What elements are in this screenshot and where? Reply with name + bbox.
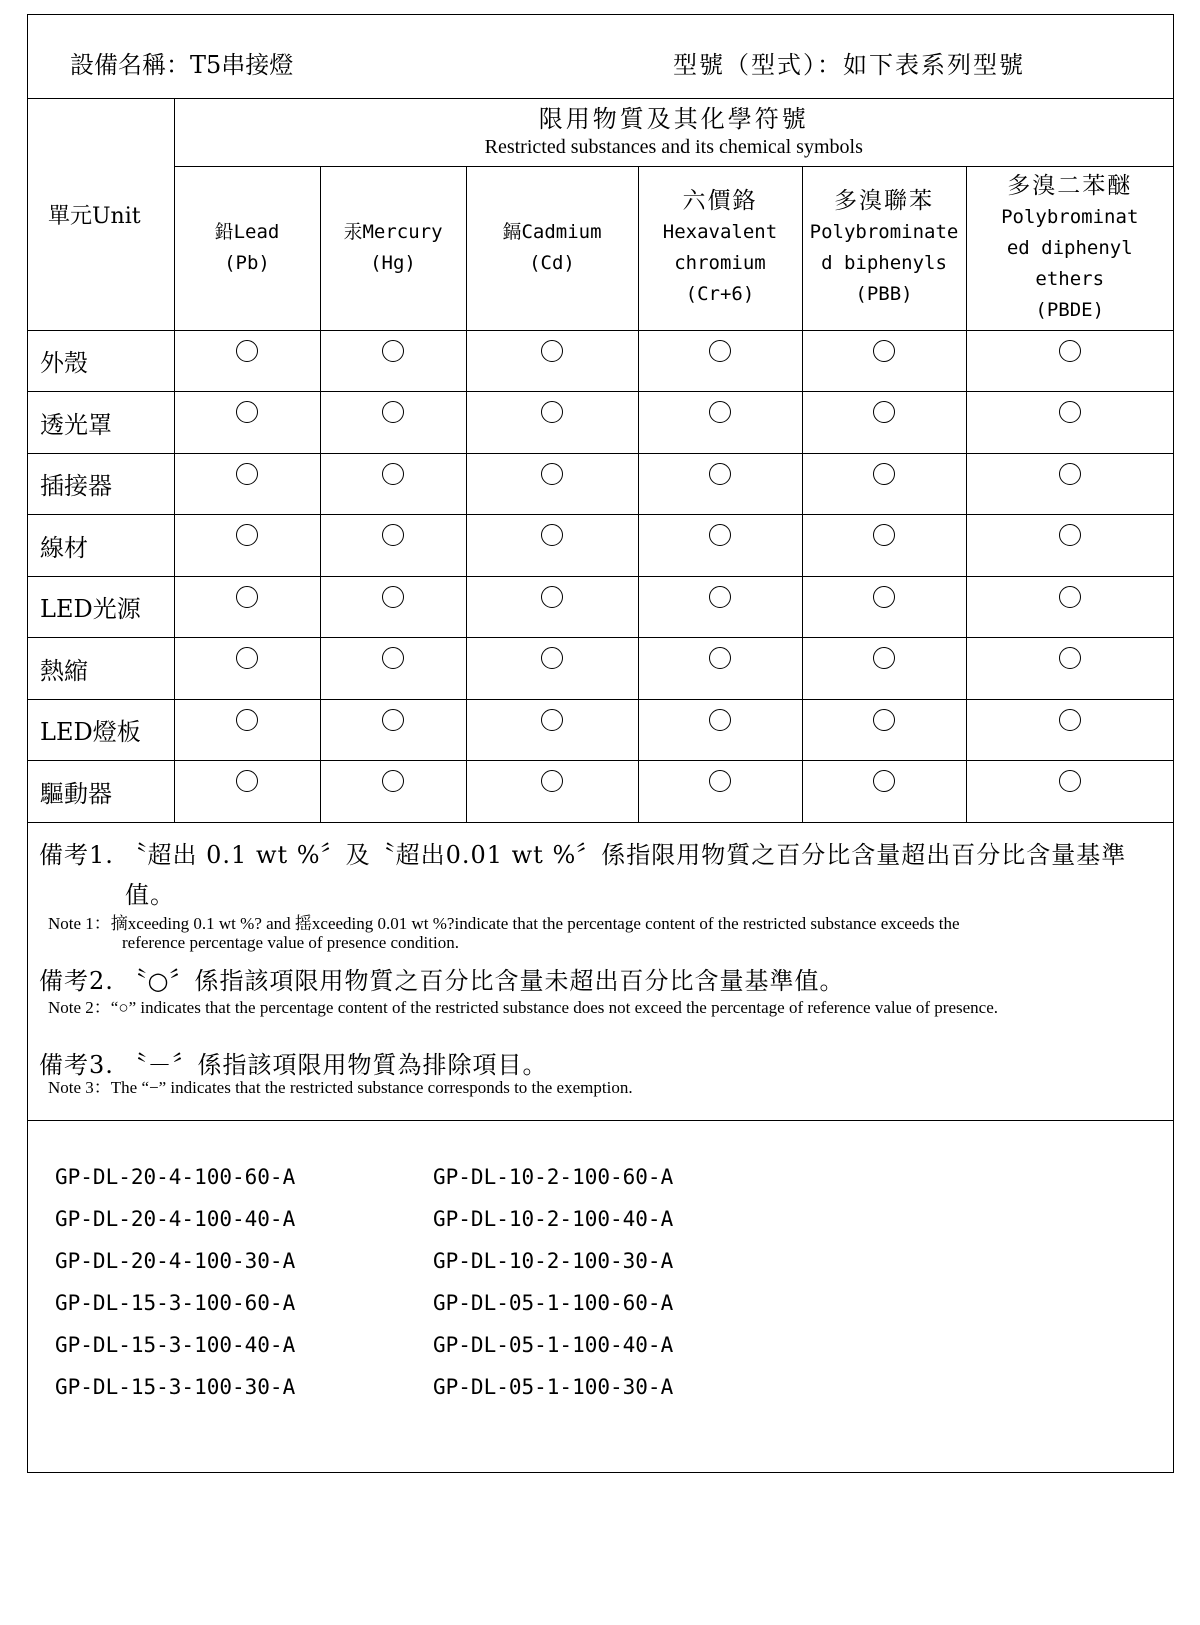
- circle-mark-icon: [709, 524, 731, 546]
- rohs-declaration-document: [27, 14, 1174, 1473]
- model-number: GP-DL-20-4-100-40-A: [55, 1207, 296, 1231]
- compliance-cell: [466, 576, 638, 638]
- compliance-cell: [966, 638, 1173, 700]
- circle-mark-icon: [382, 401, 404, 423]
- note2-zh: 備考2. 〝○〞係指該項限用物質之百分比含量未超出百分比含量基準值。: [39, 967, 845, 995]
- compliance-cell: [966, 761, 1173, 823]
- substance-name: ed diphenyl: [1006, 236, 1133, 259]
- circle-mark-icon: [541, 340, 563, 362]
- compliance-cell: [802, 392, 966, 454]
- compliance-cell: [174, 392, 320, 454]
- note1-en-cont: reference percentage value of presence condition.: [122, 933, 459, 952]
- substance-hexavalent-chromium: [638, 166, 802, 330]
- table-row: [28, 392, 1173, 454]
- unit-label: 熱縮: [28, 638, 174, 700]
- compliance-cell: [966, 515, 1173, 577]
- restricted-substances-table: [28, 99, 1173, 823]
- circle-mark-icon: [1059, 340, 1081, 362]
- compliance-cell: [638, 699, 802, 761]
- circle-mark-icon: [236, 524, 258, 546]
- substance-zh: 六價鉻: [682, 188, 758, 214]
- table-row: [28, 576, 1173, 638]
- substance-symbol: (Hg): [370, 252, 416, 274]
- table-row: [28, 699, 1173, 761]
- compliance-cell: [466, 392, 638, 454]
- circle-mark-icon: [236, 340, 258, 362]
- table-row: [28, 638, 1173, 700]
- circle-mark-icon: [709, 586, 731, 608]
- compliance-cell: [966, 699, 1173, 761]
- compliance-cell: [174, 699, 320, 761]
- compliance-cell: [466, 515, 638, 577]
- table-row: [28, 515, 1173, 577]
- table-row: [28, 330, 1173, 392]
- model-number: GP-DL-10-2-100-40-A: [433, 1207, 674, 1231]
- compliance-cell: [638, 330, 802, 392]
- model-number: GP-DL-10-2-100-60-A: [433, 1165, 674, 1189]
- substance-name: Polybrominate: [809, 221, 959, 243]
- circle-mark-icon: [382, 709, 404, 731]
- compliance-cell: [466, 453, 638, 515]
- circle-mark-icon: [541, 770, 563, 792]
- circle-mark-icon: [1059, 524, 1081, 546]
- substance-cadmium: [466, 166, 638, 330]
- circle-mark-icon: [1059, 709, 1081, 731]
- compliance-cell: [802, 761, 966, 823]
- substance-mercury: [320, 166, 466, 330]
- substance-name: d biphenyls: [821, 252, 947, 274]
- note1-en: Note 1：摘xceeding 0.1 wt %? and 摇xceeding 0.01 wt %?indicate that the percentage content of the restricted substance exceeds the: [48, 914, 960, 933]
- substance-symbol: (Cd): [529, 252, 575, 274]
- restricted-title-zh: 限用物質及其化學符號: [538, 105, 809, 134]
- model-number: GP-DL-10-2-100-30-A: [433, 1249, 674, 1273]
- compliance-cell: [638, 453, 802, 515]
- substance-name: 鉛Lead: [214, 221, 280, 243]
- circle-mark-icon: [709, 647, 731, 669]
- substance-name: 鎘Cadmium: [502, 221, 602, 243]
- model-number: GP-DL-20-4-100-60-A: [55, 1165, 296, 1189]
- circle-mark-icon: [382, 647, 404, 669]
- unit-column-header: 單元Unit: [28, 99, 174, 330]
- note1-zh: 備考1. 〝超出 0.1 wt %〞及〝超出0.01 wt %〞係指限用物質之百分比含量超出百分比含量基準: [39, 841, 1127, 869]
- table-row: [28, 453, 1173, 515]
- unit-label: 外殼: [28, 330, 174, 392]
- circle-mark-icon: [541, 524, 563, 546]
- circle-mark-icon: [709, 770, 731, 792]
- title-row: [28, 15, 1173, 99]
- restricted-substances-header: [174, 99, 1173, 166]
- unit-label: LED光源: [28, 576, 174, 638]
- compliance-cell: [802, 576, 966, 638]
- circle-mark-icon: [541, 586, 563, 608]
- circle-mark-icon: [1059, 586, 1081, 608]
- circle-mark-icon: [873, 340, 895, 362]
- compliance-cell: [320, 638, 466, 700]
- compliance-cell: [174, 330, 320, 392]
- substance-symbol: (PBB): [855, 283, 913, 305]
- compliance-cell: [638, 515, 802, 577]
- circle-mark-icon: [236, 709, 258, 731]
- compliance-cell: [174, 515, 320, 577]
- substance-symbol: (Pb): [224, 252, 270, 274]
- compliance-cell: [966, 576, 1173, 638]
- circle-mark-icon: [873, 709, 895, 731]
- circle-mark-icon: [1059, 770, 1081, 792]
- compliance-cell: [320, 330, 466, 392]
- note3-zh: 備考3. 〝－〞係指該項限用物質為排除項目。: [39, 1051, 548, 1079]
- substance-name: ethers: [1035, 267, 1105, 290]
- substance-zh: 多溴聯苯: [834, 188, 934, 214]
- model-number: GP-DL-20-4-100-30-A: [55, 1249, 296, 1273]
- circle-mark-icon: [873, 586, 895, 608]
- compliance-cell: [966, 453, 1173, 515]
- model-number: GP-DL-05-1-100-60-A: [433, 1291, 674, 1315]
- substance-name: Polybrominat: [1001, 205, 1139, 228]
- note3-en: Note 3：The “−” indicates that the restricted substance corresponds to the exemption.: [48, 1078, 633, 1097]
- substance-name: Hexavalent: [662, 221, 778, 243]
- compliance-cell: [174, 761, 320, 823]
- circle-mark-icon: [382, 524, 404, 546]
- circle-mark-icon: [873, 770, 895, 792]
- circle-mark-icon: [873, 463, 895, 485]
- compliance-cell: [802, 515, 966, 577]
- circle-mark-icon: [382, 340, 404, 362]
- compliance-cell: [466, 330, 638, 392]
- circle-mark-icon: [236, 770, 258, 792]
- compliance-cell: [802, 453, 966, 515]
- substance-zh: 多溴二苯醚: [1007, 172, 1133, 199]
- unit-label: 插接器: [28, 453, 174, 515]
- compliance-cell: [802, 330, 966, 392]
- compliance-cell: [320, 392, 466, 454]
- compliance-cell: [466, 761, 638, 823]
- circle-mark-icon: [236, 463, 258, 485]
- circle-mark-icon: [236, 401, 258, 423]
- circle-mark-icon: [709, 709, 731, 731]
- circle-mark-icon: [236, 647, 258, 669]
- circle-mark-icon: [382, 586, 404, 608]
- compliance-cell: [802, 638, 966, 700]
- circle-mark-icon: [1059, 463, 1081, 485]
- compliance-cell: [966, 330, 1173, 392]
- substance-header-row: [28, 166, 1173, 330]
- circle-mark-icon: [1059, 401, 1081, 423]
- compliance-cell: [174, 576, 320, 638]
- substance-symbol: (PBDE): [1035, 298, 1105, 321]
- compliance-cell: [320, 453, 466, 515]
- compliance-cell: [966, 392, 1173, 454]
- compliance-cell: [320, 761, 466, 823]
- unit-label: 驅動器: [28, 761, 174, 823]
- unit-label: 透光罩: [28, 392, 174, 454]
- compliance-cell: [638, 392, 802, 454]
- model-number: GP-DL-05-1-100-40-A: [433, 1333, 674, 1357]
- compliance-cell: [638, 761, 802, 823]
- compliance-cell: [466, 699, 638, 761]
- compliance-cell: [174, 453, 320, 515]
- notes-section: [28, 819, 1173, 1121]
- circle-mark-icon: [541, 709, 563, 731]
- compliance-cell: [320, 699, 466, 761]
- unit-label: LED燈板: [28, 699, 174, 761]
- substance-pbb: [802, 166, 966, 330]
- compliance-cell: [466, 638, 638, 700]
- equipment-name: 設備名稱：T5串接燈: [70, 51, 294, 79]
- compliance-cell: [320, 576, 466, 638]
- unit-label: 線材: [28, 515, 174, 577]
- circle-mark-icon: [382, 770, 404, 792]
- substance-name: 汞Mercury: [343, 221, 443, 243]
- circle-mark-icon: [873, 647, 895, 669]
- compliance-cell: [802, 699, 966, 761]
- substance-lead: [174, 166, 320, 330]
- model-number: GP-DL-15-3-100-60-A: [55, 1291, 296, 1315]
- note2-en: Note 2：“○” indicates that the percentage content of the restricted substance does not exceed the percentage of reference value of presence.: [48, 998, 998, 1017]
- circle-mark-icon: [236, 586, 258, 608]
- table-row: [28, 761, 1173, 823]
- circle-mark-icon: [541, 463, 563, 485]
- table-header-row: [28, 99, 1173, 166]
- circle-mark-icon: [541, 401, 563, 423]
- note1-zh-cont: 值。: [125, 881, 175, 909]
- circle-mark-icon: [709, 463, 731, 485]
- circle-mark-icon: [709, 401, 731, 423]
- compliance-cell: [638, 576, 802, 638]
- substance-symbol: (Cr+6): [685, 283, 755, 305]
- table-body: [28, 330, 1173, 822]
- substance-pbde: [966, 166, 1173, 330]
- circle-mark-icon: [709, 340, 731, 362]
- restricted-title-en: Restricted substances and its chemical symbols: [484, 136, 863, 159]
- circle-mark-icon: [873, 401, 895, 423]
- compliance-cell: [638, 638, 802, 700]
- compliance-cell: [320, 515, 466, 577]
- model-number: GP-DL-05-1-100-30-A: [433, 1375, 674, 1399]
- circle-mark-icon: [1059, 647, 1081, 669]
- circle-mark-icon: [541, 647, 563, 669]
- model-type: 型號（型式）：如下表系列型號: [673, 51, 1025, 79]
- circle-mark-icon: [873, 524, 895, 546]
- model-number: GP-DL-15-3-100-40-A: [55, 1333, 296, 1357]
- compliance-cell: [174, 638, 320, 700]
- circle-mark-icon: [382, 463, 404, 485]
- substance-name: chromium: [674, 252, 766, 274]
- model-number: GP-DL-15-3-100-30-A: [55, 1375, 296, 1399]
